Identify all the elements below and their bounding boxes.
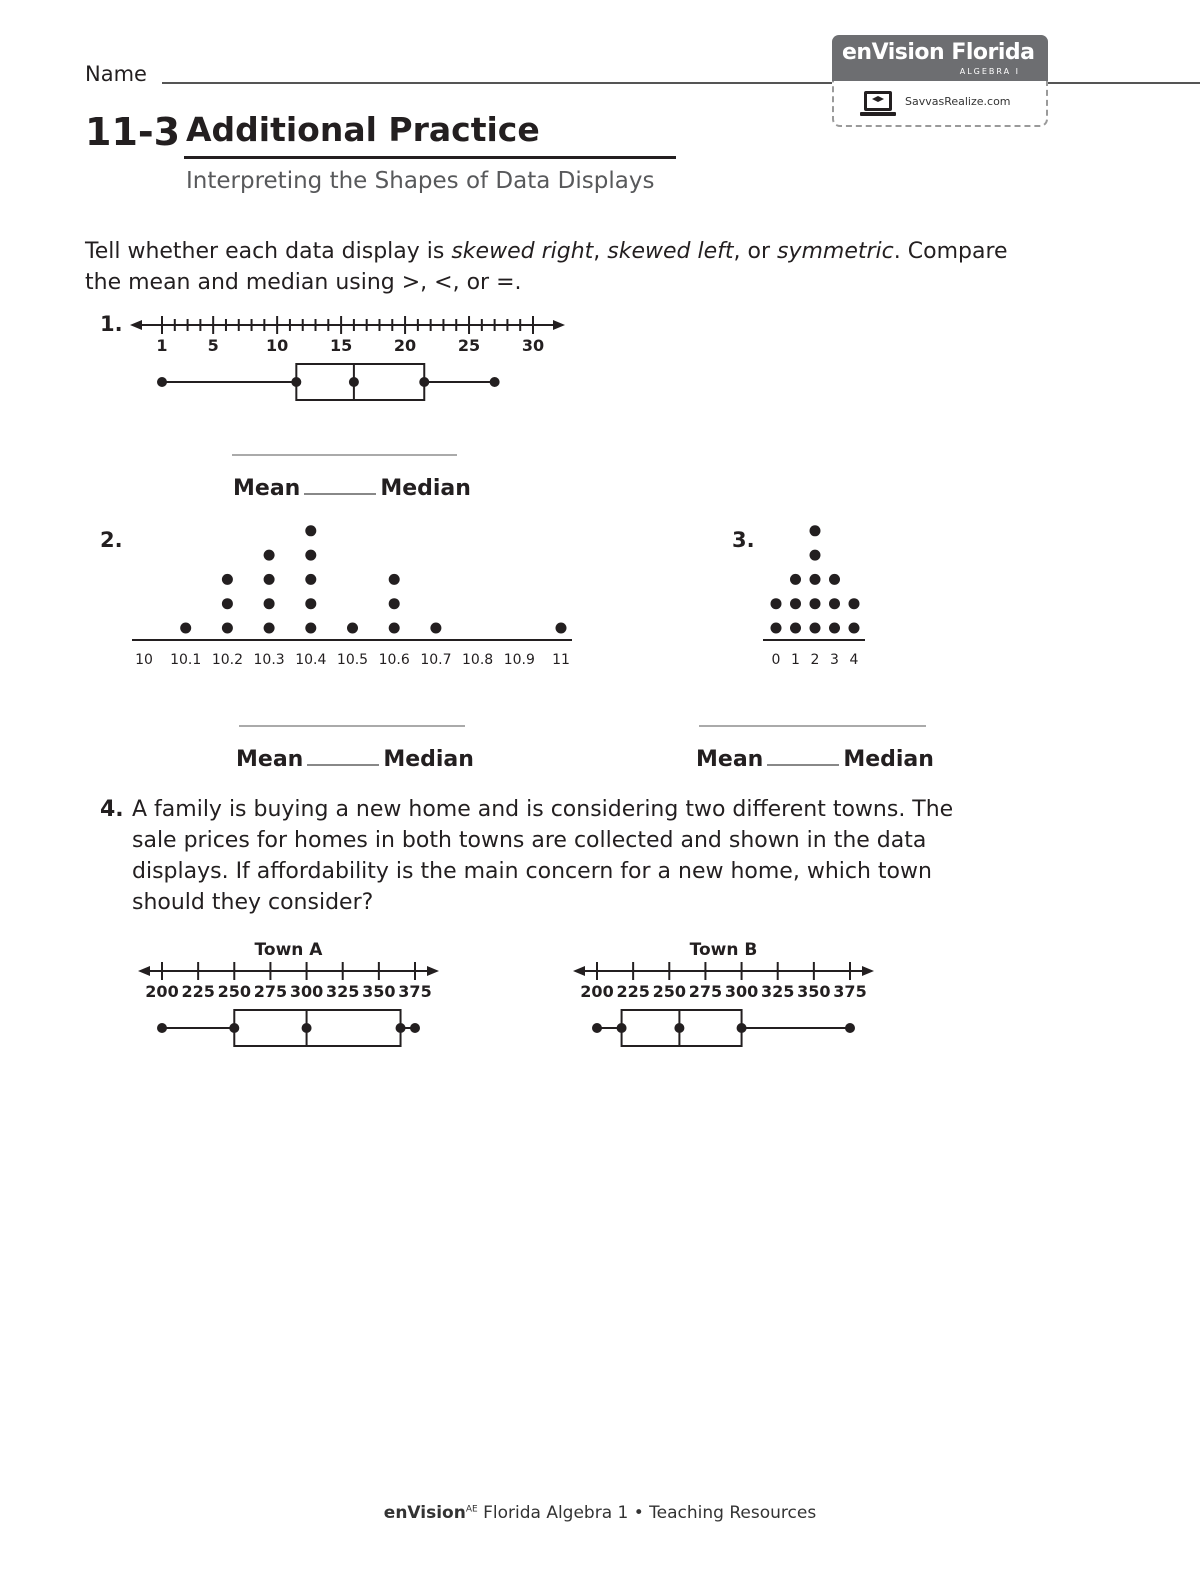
q1-point (617, 1023, 627, 1033)
tick-label: 375 (833, 982, 867, 1001)
tick-label: 10.5 (336, 652, 369, 668)
data-dot (810, 550, 821, 561)
name-label: Name (85, 62, 147, 86)
data-dot (180, 623, 191, 634)
tick-label: 350 (797, 982, 831, 1001)
tick-label: 10.4 (295, 652, 327, 668)
tick-label: 350 (362, 982, 396, 1001)
data-dot (389, 598, 400, 609)
question-number: 4. (100, 797, 124, 822)
tick-label: 375 (398, 982, 432, 1001)
tick-label: 11 (552, 652, 570, 668)
tick-label: 200 (580, 982, 614, 1001)
min-point (157, 1023, 167, 1033)
town-a-box-plot (125, 932, 455, 1057)
data-dot (556, 623, 567, 634)
footer-brand-mark: AE (465, 1504, 478, 1515)
median-label: Median (380, 476, 471, 501)
min-point (157, 377, 167, 387)
q3-point (737, 1023, 747, 1033)
footer-text: Florida Algebra 1 • Teaching Resources (483, 1503, 817, 1523)
data-dot (264, 623, 275, 634)
shape-answer-line[interactable] (232, 454, 457, 456)
compare-row (236, 747, 474, 772)
tick-label: 200 (145, 982, 179, 1001)
tick-label: 3 (830, 652, 839, 668)
mean-label: Mean (696, 747, 764, 772)
tick-label: 4 (849, 652, 859, 668)
data-dot (305, 574, 316, 585)
tick-label: 1 (156, 336, 168, 355)
tick-label: 225 (616, 982, 650, 1001)
median-point (349, 377, 359, 387)
data-dot (849, 598, 860, 609)
q1-point (291, 377, 301, 387)
tick-label: 10.7 (420, 652, 452, 668)
data-dot (771, 623, 782, 634)
data-dot (389, 574, 400, 585)
instructions-text: . Compare the mean and median using >, <, or =. (85, 239, 1008, 295)
compare-blank[interactable] (307, 750, 379, 766)
arrow-left-icon (573, 966, 585, 976)
q2-dot-plot (125, 520, 580, 675)
data-dot (829, 623, 840, 634)
data-dot (810, 525, 821, 536)
data-dot (264, 550, 275, 561)
chart-title: Town B (689, 940, 758, 960)
question-text: A family is buying a new home and is considering two different towns. The sale prices for homes in both towns are collected and shown in the data displays. If affordability is the main concern for a new home, which town should they consider? (132, 797, 954, 915)
data-dot (849, 623, 860, 634)
data-dot (790, 574, 801, 585)
instructions-sep: , (593, 239, 608, 264)
q1-point (229, 1023, 239, 1033)
data-dot (790, 623, 801, 634)
q1-box-plot (120, 305, 590, 415)
shape-answer-line[interactable] (239, 725, 465, 727)
instructions (85, 236, 1045, 298)
data-dot (829, 574, 840, 585)
tick-label: 10.6 (378, 652, 410, 668)
q3-dot-plot (755, 520, 875, 675)
max-point (410, 1023, 420, 1033)
tick-label: 10 (135, 652, 153, 668)
tick-label: 10.1 (170, 652, 202, 668)
tick-label: 275 (253, 982, 288, 1001)
compare-row (696, 747, 934, 772)
footer-brand: enVision (383, 1503, 466, 1523)
tick-label: 1 (791, 652, 800, 668)
tick-label: 20 (393, 336, 417, 355)
compare-blank[interactable] (767, 750, 839, 766)
tick-label: 0 (771, 652, 781, 668)
data-dot (810, 598, 821, 609)
lesson-number: 11-3 (85, 110, 181, 154)
tick-label: 15 (329, 336, 353, 355)
tick-label: 275 (688, 982, 723, 1001)
instructions-text: Tell whether each data display is (85, 239, 452, 264)
min-point (592, 1023, 602, 1033)
tick-label: 10.3 (253, 652, 285, 668)
question-number: 3. (732, 528, 755, 552)
median-label: Median (383, 747, 474, 772)
arrow-right-icon (553, 320, 565, 330)
tick-label: 2 (810, 652, 820, 668)
title-divider (184, 156, 676, 159)
tick-label: 10.9 (503, 652, 535, 668)
mean-label: Mean (233, 476, 301, 501)
town-b-box-plot (560, 932, 890, 1057)
tick-label: 250 (217, 982, 251, 1001)
data-dot (790, 598, 801, 609)
data-dot (305, 550, 316, 561)
data-dot (771, 598, 782, 609)
site-url: SavvasRealize.com (905, 95, 1011, 108)
data-dot (264, 598, 275, 609)
data-dot (305, 623, 316, 634)
term-skewed-left: skewed left (607, 239, 734, 264)
arrow-left-icon (130, 320, 142, 330)
data-dot (430, 623, 441, 634)
data-dot (347, 623, 358, 634)
logo-brand: enVision Florida (842, 40, 1035, 65)
tick-label: 30 (521, 336, 545, 355)
arrow-right-icon (862, 966, 874, 976)
logo-subtitle: ALGEBRA I (959, 67, 1020, 76)
median-point (302, 1023, 312, 1033)
page-title: Additional Practice (186, 110, 540, 149)
tick-label: 10.8 (462, 652, 494, 668)
compare-blank[interactable] (304, 479, 376, 495)
tick-label: 325 (761, 982, 795, 1001)
data-dot (222, 598, 233, 609)
max-point (490, 377, 500, 387)
tick-label: 325 (326, 982, 360, 1001)
iqr-box (234, 1010, 400, 1046)
question-number: 1. (100, 312, 123, 336)
tick-label: 300 (289, 982, 324, 1001)
tick-label: 250 (652, 982, 686, 1001)
max-point (845, 1023, 855, 1033)
data-dot (222, 623, 233, 634)
q3-point (396, 1023, 406, 1033)
compare-row (233, 476, 471, 501)
data-dot (264, 574, 275, 585)
data-dot (810, 623, 821, 634)
page-subtitle: Interpreting the Shapes of Data Displays (186, 168, 655, 194)
tick-label: 300 (724, 982, 759, 1001)
tick-label: 5 (207, 336, 219, 355)
shape-answer-line[interactable] (699, 725, 926, 727)
median-label: Median (843, 747, 934, 772)
instructions-sep: , or (733, 239, 777, 264)
data-dot (305, 525, 316, 536)
tick-label: 25 (457, 336, 481, 355)
mean-label: Mean (236, 747, 304, 772)
question-4 (100, 794, 1000, 918)
laptop-icon (860, 90, 898, 118)
data-dot (810, 574, 821, 585)
data-dot (222, 574, 233, 585)
tick-label: 10 (266, 336, 289, 355)
footer (0, 1503, 1200, 1523)
tick-label: 225 (181, 982, 215, 1001)
question-number: 2. (100, 528, 123, 552)
tick-label: 10.2 (211, 652, 243, 668)
data-dot (829, 598, 840, 609)
median-point (674, 1023, 684, 1033)
data-dot (389, 623, 400, 634)
term-skewed-right: skewed right (451, 239, 594, 264)
chart-title: Town A (254, 940, 323, 960)
iqr-box (296, 364, 424, 400)
arrow-right-icon (427, 966, 439, 976)
q3-point (419, 377, 429, 387)
arrow-left-icon (138, 966, 150, 976)
data-dot (305, 598, 316, 609)
term-symmetric: symmetric (777, 239, 894, 264)
